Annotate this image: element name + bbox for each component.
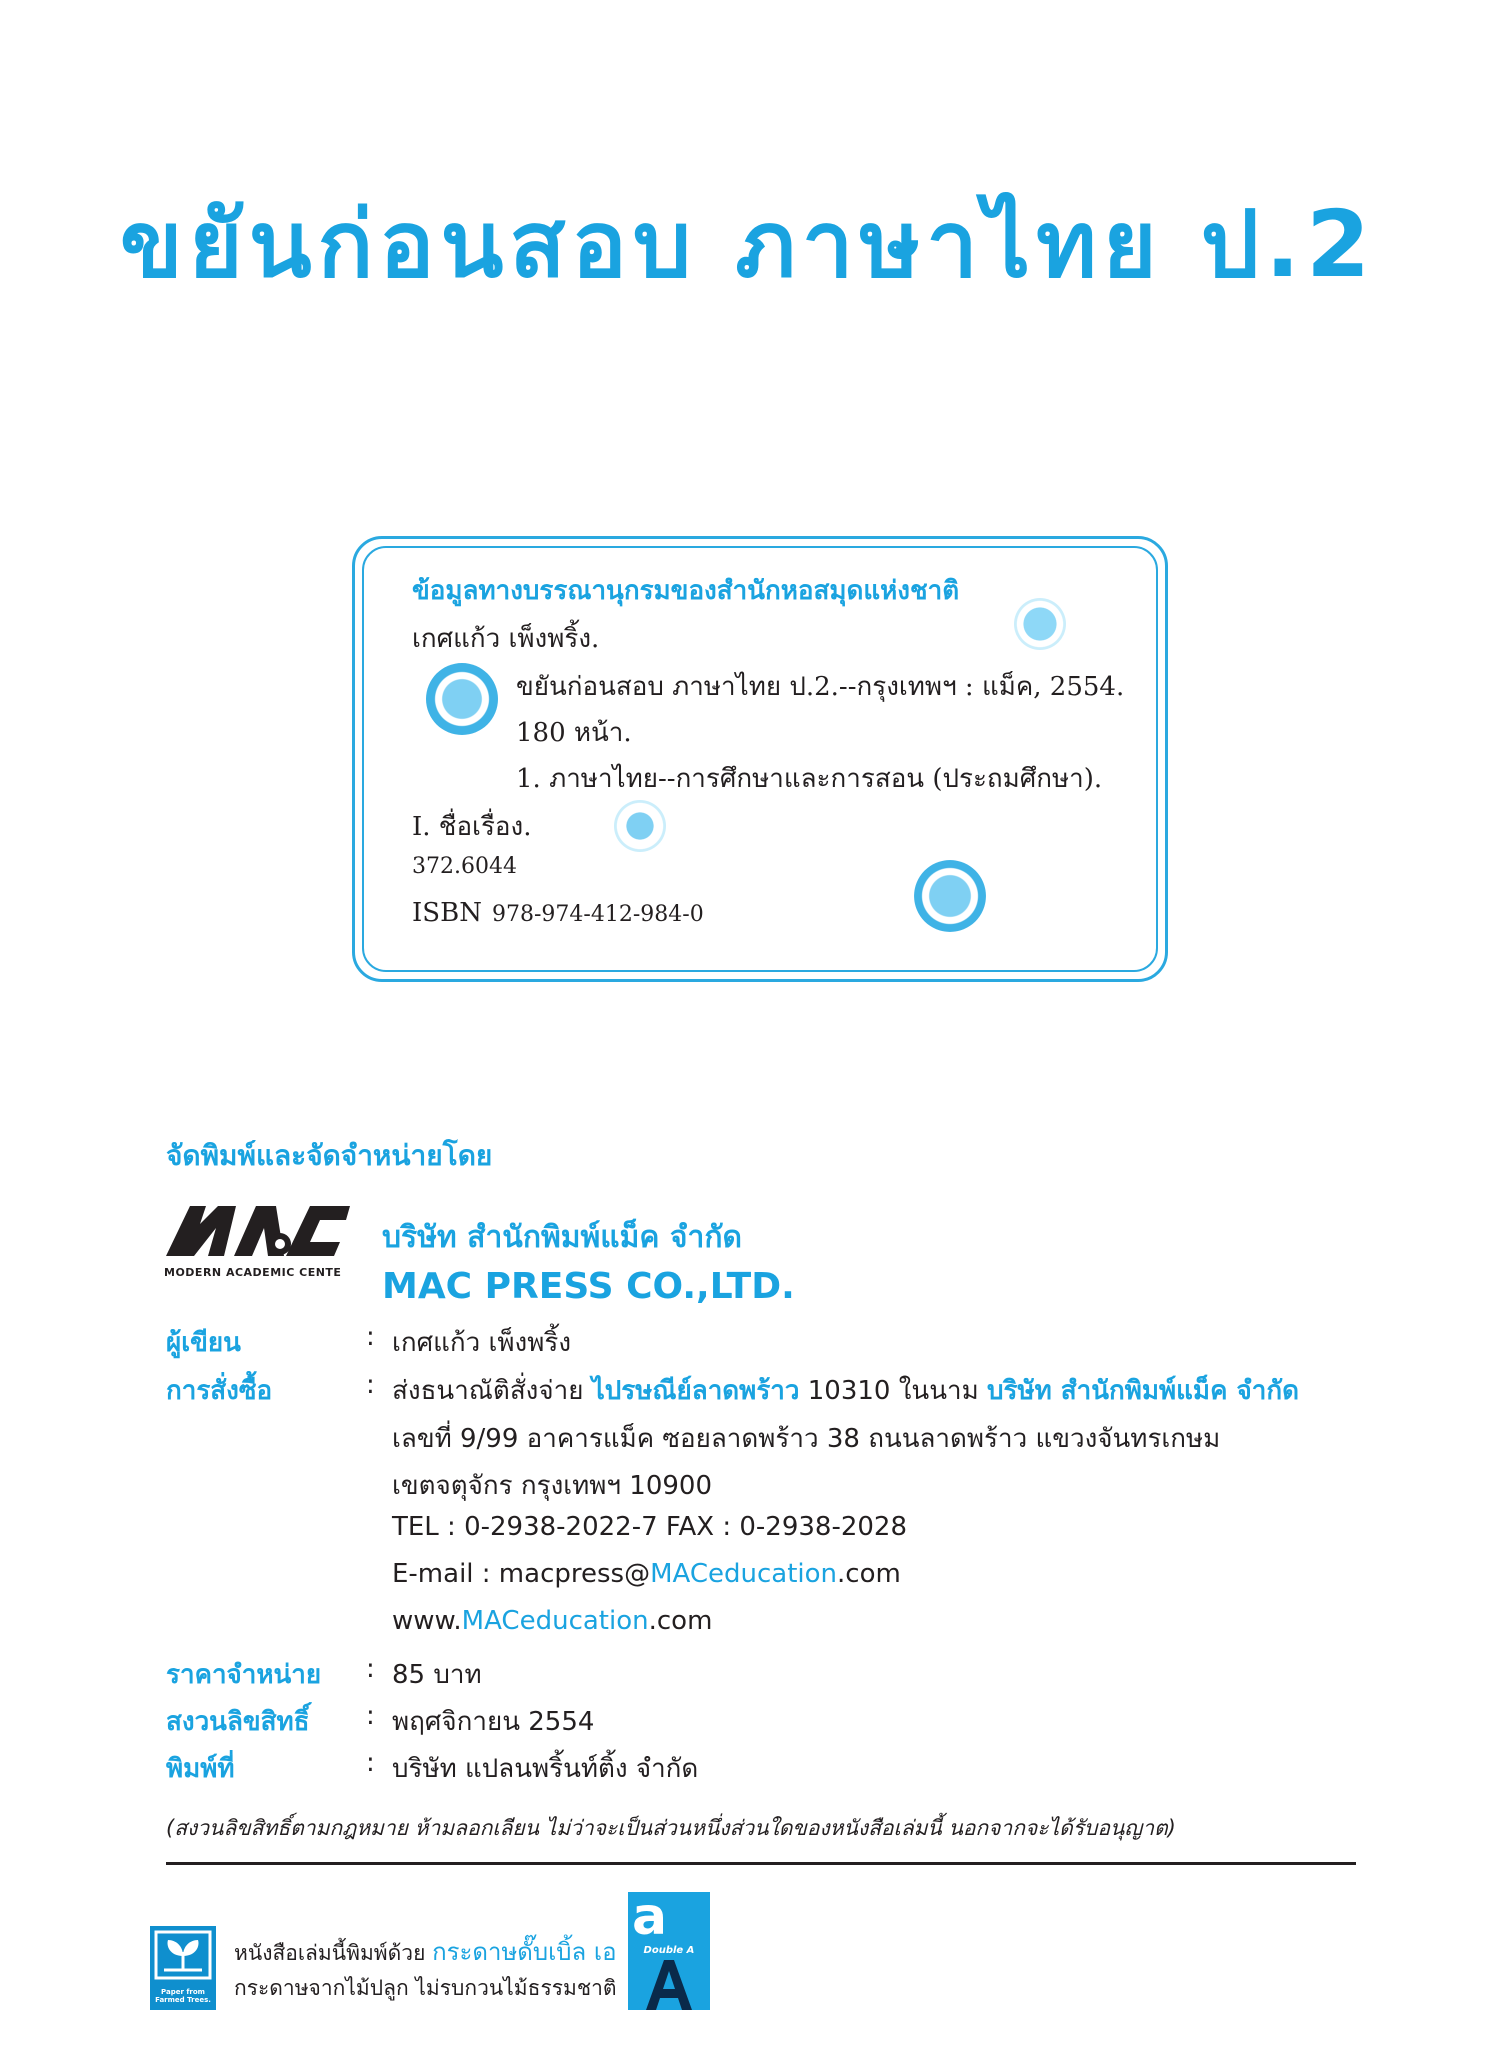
author-label: ผู้เขียน bbox=[166, 1328, 241, 1358]
decor-circle-icon bbox=[614, 800, 666, 852]
divider bbox=[166, 1862, 1356, 1865]
email-domain: MACeducation bbox=[650, 1559, 838, 1589]
email-prefix: E-mail : macpress@ bbox=[392, 1559, 651, 1589]
price-label: ราคาจำหน่าย bbox=[166, 1660, 322, 1690]
order-line-1 bbox=[392, 1370, 1299, 1411]
plant-icon bbox=[150, 1926, 216, 1984]
mac-logo bbox=[164, 1200, 354, 1284]
printer-label: พิมพ์ที่ bbox=[166, 1754, 235, 1784]
double-a-text: Double A bbox=[628, 1944, 710, 1958]
copyright-colon: : bbox=[366, 1701, 375, 1731]
double-a-small-a-icon bbox=[628, 1892, 710, 1944]
decor-circle-icon bbox=[914, 860, 986, 932]
decor-circle-icon bbox=[1014, 598, 1066, 650]
email-tld: .com bbox=[837, 1559, 901, 1589]
order-text: ส่งธนาณัติสั่งจ่าย bbox=[392, 1376, 592, 1406]
publisher-name-th: บริษัท สำนักพิมพ์แม็ค จำกัด bbox=[382, 1220, 742, 1255]
publisher-heading: จัดพิมพ์และจัดจำหน่ายโดย bbox=[166, 1139, 493, 1172]
svg-text:a: a bbox=[632, 1892, 668, 1944]
author-value: เกศแก้ว เพ็งพริ้ง bbox=[392, 1328, 572, 1358]
printer-value: บริษัท แปลนพริ้นท์ติ้ง จำกัด bbox=[392, 1754, 699, 1784]
cip-isbn: 978-974-412-984-0 bbox=[492, 902, 704, 927]
cip-title-line: ขยันก่อนสอบ ภาษาไทย ป.2.--กรุงเทพฯ : แม็ค, 2554. bbox=[516, 672, 1125, 702]
order-label: การสั่งซื้อ bbox=[166, 1376, 273, 1406]
double-a-big-a-icon bbox=[628, 1958, 710, 2010]
cip-pages: 180 หน้า. bbox=[516, 718, 632, 748]
price-value: 85 บาท bbox=[392, 1660, 482, 1690]
email bbox=[392, 1559, 901, 1589]
order-text-2: 10310 ในนาม bbox=[799, 1376, 987, 1406]
cip-heading: ข้อมูลทางบรรณานุกรมของสำนักหอสมุดแห่งชาติ bbox=[412, 576, 960, 606]
copyright-value: พฤศจิกายน 2554 bbox=[392, 1707, 595, 1737]
address-line-1: เลขที่ 9/99 อาคารแม็ค ซอยลาดพร้าว 38 ถนนลาดพร้าว แขวงจันทรเกษม bbox=[392, 1424, 1221, 1454]
website bbox=[392, 1606, 712, 1636]
mac-logo-caption: MODERN ACADEMIC CENTE bbox=[164, 1266, 342, 1279]
cip-isbn-label: ISBN bbox=[412, 898, 482, 928]
payee-name: บริษัท สำนักพิมพ์แม็ค จำกัด bbox=[986, 1376, 1299, 1406]
cip-subject: 1. ภาษาไทย--การศึกษาและการสอน (ประถมศึกษา). bbox=[516, 764, 1103, 794]
page-title: ขยันก่อนสอบ ภาษาไทย ป.2 bbox=[119, 191, 1377, 298]
web-prefix: www. bbox=[392, 1606, 462, 1636]
web-tld: .com bbox=[648, 1606, 713, 1636]
copyright-notice: (สงวนลิขสิทธิ์ตามกฎหมาย ห้ามลอกเลียน ไม่ว่าจะเป็นส่วนหนึ่งส่วนใดของหนังสือเล่มนี้ นอกจากจะได้รับอนุญาต) bbox=[166, 1816, 1176, 1840]
copyright-label: สงวนลิขสิทธิ์ bbox=[166, 1707, 310, 1737]
cip-class-number: 372.6044 bbox=[412, 854, 517, 879]
footer-line-2: กระดาษจากไม้ปลูก ไม่รบกวนไม้ธรรมชาติ bbox=[234, 1976, 617, 2000]
footer-line-1 bbox=[234, 1932, 616, 1971]
author-colon: : bbox=[366, 1322, 375, 1352]
mac-logo-icon bbox=[164, 1200, 354, 1260]
post-office: ไปรษณีย์ลาดพร้าว bbox=[591, 1376, 800, 1406]
cip-author: เกศแก้ว เพ็งพริ้ง. bbox=[412, 624, 600, 654]
web-domain: MACeducation bbox=[461, 1606, 649, 1636]
footer-text: หนังสือเล่มนี้พิมพ์ด้วย bbox=[234, 1941, 433, 1965]
footer-paper-brand: กระดาษดั๊บเบิ้ล เอ bbox=[432, 1938, 617, 1966]
order-colon: : bbox=[366, 1370, 375, 1400]
double-a-logo bbox=[628, 1892, 710, 2010]
address-line-2: เขตจตุจักร กรุงเทพฯ 10900 bbox=[392, 1471, 713, 1501]
price-colon: : bbox=[366, 1654, 375, 1684]
printer-colon: : bbox=[366, 1748, 375, 1778]
publisher-name-en: MAC PRESS CO.,LTD. bbox=[382, 1266, 795, 1307]
decor-circle-icon bbox=[426, 663, 498, 735]
tel-fax: TEL : 0-2938-2022-7 FAX : 0-2938-2028 bbox=[392, 1512, 908, 1542]
cip-title-entry: I. ชื่อเรื่อง. bbox=[412, 812, 532, 842]
badge-text: Paper from Farmed Trees. bbox=[155, 1988, 211, 2004]
farmed-trees-badge bbox=[150, 1926, 216, 2010]
